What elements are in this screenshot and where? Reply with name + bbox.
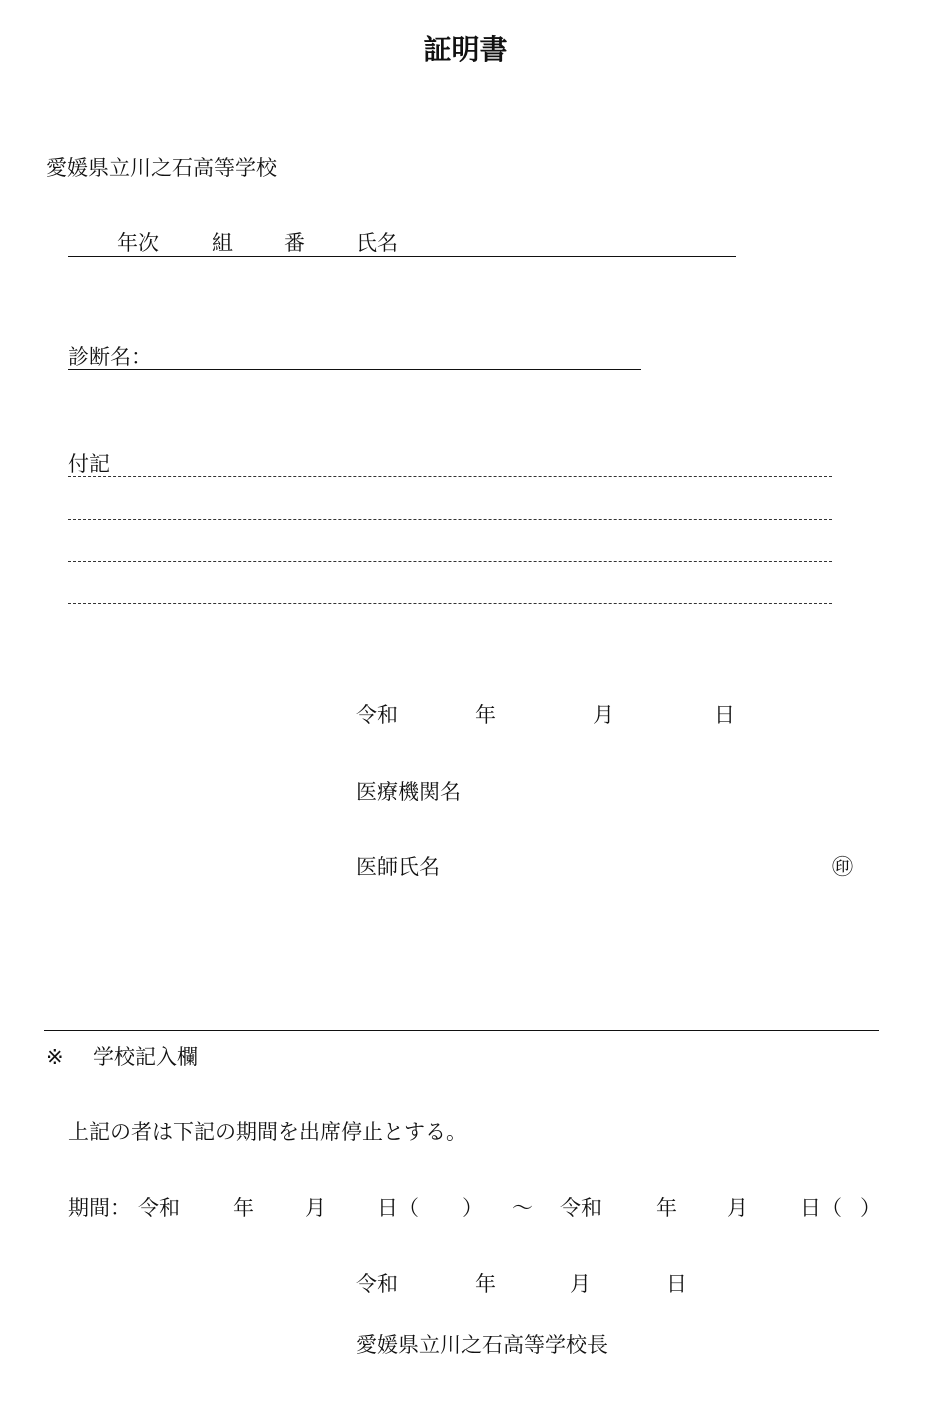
student-underline [68, 256, 736, 257]
period-tilde: ～ [512, 1196, 533, 1220]
period-from-day: 日（ [377, 1196, 419, 1220]
period-label: 期間： [68, 1196, 131, 1220]
page-title: 証明書 [423, 33, 508, 66]
institution-label: 医療機関名 [356, 780, 461, 804]
diagnosis-underline [68, 369, 641, 370]
school-date-day: 日 [666, 1272, 687, 1296]
notes-line-3 [68, 561, 832, 562]
principal-title: 愛媛県立川之石高等学校長 [356, 1333, 608, 1357]
notes-line-2 [68, 519, 832, 520]
school-date-era: 令和 [356, 1272, 398, 1296]
doctor-date-day: 日 [714, 703, 735, 727]
class-label: 組 [212, 231, 233, 255]
period-from-month: 月 [305, 1196, 326, 1220]
school-date-month: 月 [570, 1272, 591, 1296]
suspension-statement: 上記の者は下記の期間を出席停止とする。 [68, 1120, 467, 1144]
notes-label: 付記 [68, 452, 110, 476]
name-label: 氏名 [356, 231, 398, 255]
number-label: 番 [284, 231, 305, 255]
period-from-era: 令和 [138, 1196, 180, 1220]
school-date-year: 年 [475, 1272, 496, 1296]
period-to-close: ） [860, 1196, 881, 1220]
seal-mark: ㊞ [832, 855, 853, 879]
notes-line-1 [68, 476, 832, 477]
doctor-date-year: 年 [475, 703, 496, 727]
doctor-name-label: 医師氏名 [356, 855, 440, 879]
school-name: 愛媛県立川之石高等学校 [46, 156, 277, 180]
period-to-day: 日（ [800, 1196, 842, 1220]
period-from-close: ） [462, 1196, 483, 1220]
school-section-label: 学校記入欄 [93, 1045, 198, 1069]
period-to-era: 令和 [560, 1196, 602, 1220]
doctor-date-month: 月 [593, 703, 614, 727]
notes-line-4 [68, 603, 832, 604]
section-divider [44, 1030, 879, 1031]
note-mark: ※ [46, 1045, 64, 1069]
period-to-month: 月 [727, 1196, 748, 1220]
period-from-year: 年 [233, 1196, 254, 1220]
doctor-date-era: 令和 [356, 703, 398, 727]
diagnosis-label: 診断名： [68, 345, 152, 369]
grade-label: 年次 [117, 231, 159, 255]
period-to-year: 年 [656, 1196, 677, 1220]
